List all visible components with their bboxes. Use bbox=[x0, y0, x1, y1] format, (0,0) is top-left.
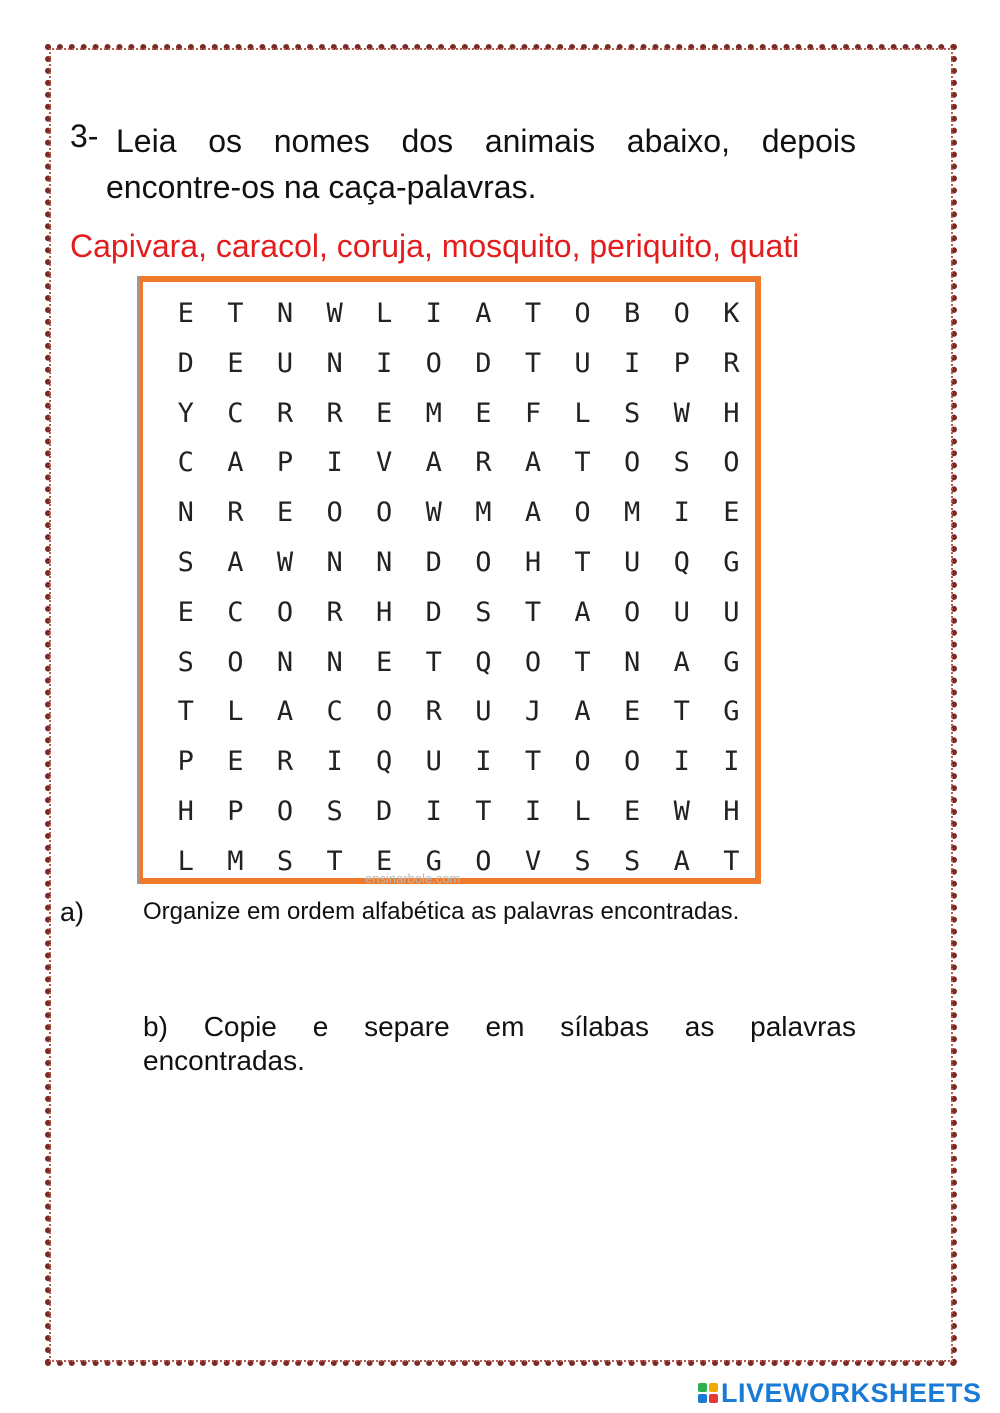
grid-letter[interactable]: B bbox=[624, 298, 641, 329]
grid-letter[interactable]: R bbox=[276, 746, 294, 778]
grid-letter[interactable]: I bbox=[673, 497, 690, 529]
grid-letter[interactable]: L bbox=[177, 845, 194, 877]
grid-letter[interactable]: H bbox=[177, 795, 194, 827]
grid-letter[interactable]: T bbox=[524, 596, 542, 628]
grid-letter[interactable]: T bbox=[673, 696, 690, 728]
grid-letter[interactable]: L bbox=[574, 397, 591, 429]
grid-letter[interactable]: L bbox=[227, 696, 244, 728]
grid-letter[interactable]: W bbox=[276, 546, 294, 578]
grid-letter[interactable]: T bbox=[425, 646, 442, 678]
grid-letter[interactable]: C bbox=[227, 397, 244, 429]
logo-square bbox=[709, 1394, 718, 1403]
grid-letter[interactable]: L bbox=[574, 795, 591, 827]
grid-letter[interactable]: O bbox=[673, 298, 690, 329]
grid-letter[interactable]: H bbox=[723, 795, 740, 827]
question-number: 3- bbox=[70, 118, 99, 154]
item-a-text: Organize em ordem alfabética as palavras encontradas. bbox=[143, 898, 740, 925]
grid-letter[interactable]: C bbox=[326, 696, 343, 728]
grid-letter[interactable]: A bbox=[673, 646, 690, 678]
grid-letter[interactable]: U bbox=[475, 696, 492, 728]
logo-text: LIVEWORKSHEETS bbox=[721, 1377, 982, 1408]
grid-letter[interactable]: P bbox=[276, 447, 294, 479]
grid-letter[interactable]: E bbox=[276, 497, 294, 529]
grid-letter[interactable]: U bbox=[574, 347, 591, 379]
grid-letter[interactable]: O bbox=[276, 795, 294, 827]
grid-letter[interactable]: G bbox=[723, 646, 740, 678]
grid-letter[interactable]: N bbox=[276, 298, 294, 329]
grid-letter[interactable]: S bbox=[624, 845, 641, 877]
grid-letter[interactable]: E bbox=[475, 397, 492, 429]
grid-letter[interactable]: D bbox=[177, 347, 194, 379]
grid-letter[interactable]: T bbox=[574, 546, 591, 578]
grid-letter[interactable]: S bbox=[326, 795, 343, 827]
grid-letter[interactable]: S bbox=[624, 397, 641, 429]
grid-letter[interactable]: I bbox=[723, 746, 740, 778]
grid-letter[interactable]: T bbox=[574, 447, 591, 479]
grid-letter[interactable]: T bbox=[475, 795, 492, 827]
grid-letter[interactable]: N bbox=[624, 646, 641, 678]
grid-letter[interactable]: U bbox=[624, 546, 641, 578]
logo-square bbox=[698, 1394, 707, 1403]
grid-letter[interactable]: T bbox=[524, 298, 542, 329]
grid-letter[interactable]: I bbox=[524, 795, 542, 827]
grid-letter[interactable]: O bbox=[475, 546, 492, 578]
grid-letter[interactable]: N bbox=[177, 497, 194, 529]
grid-letter[interactable]: Q bbox=[376, 746, 393, 778]
grid-letter[interactable]: U bbox=[276, 347, 294, 379]
grid-letter[interactable]: T bbox=[723, 845, 740, 877]
item-a-label: a) bbox=[60, 897, 85, 927]
logo-square bbox=[709, 1383, 718, 1392]
grid-letter[interactable]: S bbox=[276, 845, 294, 877]
grid-letter[interactable]: O bbox=[624, 746, 641, 778]
grid-letter[interactable]: M bbox=[475, 497, 492, 529]
grid-letter[interactable]: O bbox=[227, 646, 244, 678]
grid-letter[interactable]: O bbox=[326, 497, 343, 529]
grid-letter[interactable]: T bbox=[326, 845, 343, 877]
grid-letter[interactable]: E bbox=[624, 696, 641, 728]
grid-letter[interactable]: O bbox=[524, 646, 542, 678]
grid-letter[interactable]: K bbox=[723, 298, 740, 329]
grid-letter[interactable]: O bbox=[574, 298, 591, 329]
grid-letter[interactable]: R bbox=[326, 596, 343, 628]
grid-letter[interactable]: E bbox=[376, 646, 393, 678]
grid-letter[interactable]: G bbox=[723, 696, 740, 728]
item-b-line2: encontradas. bbox=[143, 1045, 305, 1076]
question-text-line2: encontre-os na caça-palavras. bbox=[106, 169, 537, 205]
grid-letter[interactable]: M bbox=[624, 497, 641, 529]
grid-letter[interactable]: T bbox=[227, 298, 244, 329]
grid-letter[interactable]: R bbox=[276, 397, 294, 429]
grid-letter[interactable]: H bbox=[524, 546, 542, 578]
grid-letter[interactable]: O bbox=[376, 696, 393, 728]
grid-letter[interactable]: O bbox=[723, 447, 740, 479]
grid-letter[interactable]: G bbox=[425, 845, 442, 877]
grid-letter[interactable]: A bbox=[524, 447, 542, 479]
grid-letter[interactable]: I bbox=[326, 447, 343, 479]
grid-letter[interactable]: O bbox=[425, 347, 442, 379]
grid-letter[interactable]: O bbox=[624, 447, 641, 479]
grid-letter[interactable]: O bbox=[574, 746, 591, 778]
grid-letter[interactable]: E bbox=[177, 596, 194, 628]
grid-letter[interactable]: T bbox=[524, 746, 542, 778]
grid-letter[interactable]: E bbox=[376, 397, 393, 429]
grid-letter[interactable]: E bbox=[624, 795, 641, 827]
grid-letter[interactable]: M bbox=[425, 397, 442, 429]
grid-letter[interactable]: A bbox=[524, 497, 542, 529]
question-text-line1: Leia os nomes dos animais abaixo, depois bbox=[116, 123, 856, 159]
grid-letter[interactable]: Q bbox=[673, 546, 690, 578]
grid-letter[interactable]: N bbox=[376, 546, 393, 578]
grid-letter[interactable]: O bbox=[276, 596, 294, 628]
grid-letter[interactable]: H bbox=[723, 397, 740, 429]
grid-letter[interactable]: S bbox=[177, 546, 194, 578]
grid-letter[interactable]: H bbox=[376, 596, 393, 628]
grid-letter[interactable]: S bbox=[574, 845, 591, 877]
grid-letter[interactable]: N bbox=[326, 646, 343, 678]
grid-letter[interactable]: I bbox=[326, 746, 343, 778]
grid-letter[interactable]: V bbox=[524, 845, 542, 877]
grid-letter[interactable]: I bbox=[475, 746, 492, 778]
grid-letter[interactable]: W bbox=[673, 795, 690, 827]
grid-letter[interactable]: G bbox=[723, 546, 740, 578]
grid-letter[interactable]: P bbox=[227, 795, 244, 827]
grid-letter[interactable]: R bbox=[326, 397, 343, 429]
grid-letter[interactable]: D bbox=[425, 596, 442, 628]
word-search-grid bbox=[161, 294, 756, 892]
grid-letter[interactable]: I bbox=[425, 795, 442, 827]
grid-letter[interactable]: N bbox=[276, 646, 294, 678]
grid-letter[interactable]: O bbox=[475, 845, 492, 877]
grid-letter[interactable]: T bbox=[524, 347, 542, 379]
grid-letter[interactable]: Y bbox=[177, 397, 194, 429]
grid-letter[interactable]: O bbox=[376, 497, 393, 529]
grid-letter[interactable]: A bbox=[574, 696, 591, 728]
grid-letter[interactable]: P bbox=[177, 746, 194, 778]
grid-letter[interactable]: R bbox=[475, 447, 492, 479]
grid-letter[interactable]: S bbox=[673, 447, 690, 479]
grid-letter[interactable]: R bbox=[227, 497, 244, 529]
grid-letter[interactable]: C bbox=[177, 447, 194, 479]
grid-letter[interactable]: E bbox=[723, 497, 740, 529]
item-b-line1: b) Copie e separe em sílabas as palavras bbox=[143, 1011, 856, 1042]
grid-letter[interactable]: L bbox=[376, 298, 393, 329]
grid-letter[interactable]: I bbox=[624, 347, 641, 379]
grid-letter[interactable]: M bbox=[227, 845, 244, 877]
grid-letter[interactable]: A bbox=[574, 596, 591, 628]
grid-letter[interactable]: R bbox=[723, 347, 740, 379]
grid-letter[interactable]: T bbox=[177, 696, 194, 728]
liveworksheets-logo[interactable] bbox=[698, 1379, 982, 1407]
item-b bbox=[143, 1010, 856, 1078]
grid-letter[interactable]: N bbox=[326, 347, 343, 379]
grid-letter[interactable]: A bbox=[475, 298, 492, 329]
grid-letter[interactable]: R bbox=[425, 696, 442, 728]
grid-letter[interactable]: I bbox=[425, 298, 442, 329]
grid-letter[interactable]: E bbox=[227, 347, 244, 379]
grid-letter[interactable]: C bbox=[227, 596, 244, 628]
grid-letter[interactable]: S bbox=[475, 596, 492, 628]
grid-letter[interactable]: W bbox=[425, 497, 442, 529]
grid-letter[interactable]: A bbox=[227, 546, 244, 578]
word-search-box bbox=[137, 276, 761, 884]
grid-letter[interactable]: Q bbox=[475, 646, 492, 678]
grid-letter[interactable]: E bbox=[376, 845, 393, 877]
grid-letter[interactable]: A bbox=[425, 447, 442, 479]
logo-icon bbox=[698, 1383, 718, 1403]
grid-letter[interactable]: S bbox=[177, 646, 194, 678]
grid-letter[interactable]: P bbox=[673, 347, 690, 379]
grid-letter[interactable]: A bbox=[673, 845, 690, 877]
grid-letter[interactable]: E bbox=[227, 746, 244, 778]
grid-letter[interactable]: W bbox=[673, 397, 690, 429]
grid-letter[interactable]: D bbox=[475, 347, 492, 379]
grid-letter[interactable]: D bbox=[425, 546, 442, 578]
grid-letter[interactable]: D bbox=[376, 795, 393, 827]
grid-letter[interactable]: T bbox=[574, 646, 591, 678]
grid-letter[interactable]: N bbox=[326, 546, 343, 578]
grid-letter[interactable]: E bbox=[177, 298, 194, 329]
grid-letter[interactable]: U bbox=[425, 746, 442, 778]
grid-letter[interactable]: J bbox=[524, 696, 542, 728]
grid-letter[interactable]: F bbox=[524, 397, 542, 429]
grid-letter[interactable]: O bbox=[624, 596, 641, 628]
grid-letter[interactable]: I bbox=[673, 746, 690, 778]
grid-letter[interactable]: U bbox=[723, 596, 740, 628]
logo-square bbox=[698, 1383, 707, 1392]
watermark: ensinarbole.com bbox=[365, 871, 461, 886]
grid-letter[interactable]: U bbox=[673, 596, 690, 628]
grid-letter[interactable]: W bbox=[326, 298, 343, 329]
grid-letter[interactable]: A bbox=[276, 696, 294, 728]
grid-letter[interactable]: V bbox=[376, 447, 393, 479]
grid-letter[interactable]: O bbox=[574, 497, 591, 529]
grid-letter[interactable]: A bbox=[227, 447, 244, 479]
grid-letter[interactable]: I bbox=[376, 347, 393, 379]
animal-word-list: Capivara, caracol, coruja, mosquito, periquito, quati bbox=[70, 228, 800, 264]
